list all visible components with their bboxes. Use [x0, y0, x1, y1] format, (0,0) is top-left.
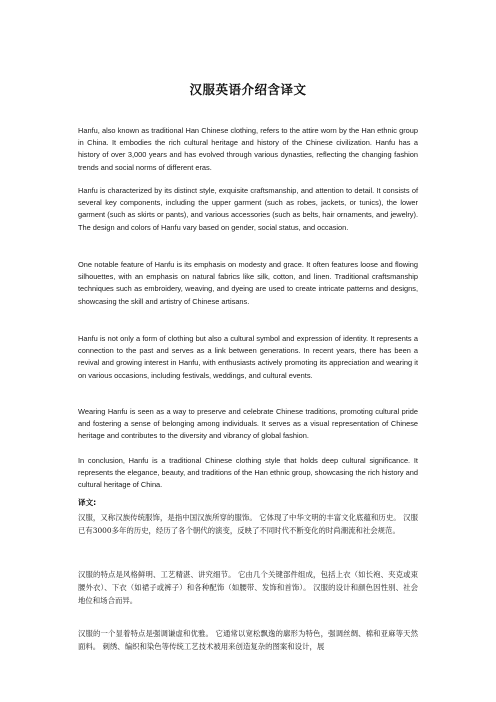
english-paragraph-4: Hanfu is not only a form of clothing but also a cultural symbol and expression of identity. It represents a connection to the past and serves as a link between generations. In recent years, there has been a revival and growing interest in Hanfu, with enthusiasts actively promoting its appreciation and wearing it on various occasions, including festivals, weddings, and cultural events. [78, 334, 418, 380]
chinese-paragraph-1: 汉服，又称汉族传统服饰，是指中国汉族所穿的服饰。 它体现了中华文明的丰富文化底蕴和历史。 汉服已有3000多年的历史，经历了各个朝代的演变，反映了不同时代不断变化的时尚潮流和社会规范。 [78, 513, 418, 536]
english-paragraph-3: One notable feature of Hanfu is its emphasis on modesty and grace. It often features loose and flowing silhouettes, with an emphasis on natural fabrics like silk, cotton, and linen. Traditional craftsmanship techniques such as embroidery, weaving, and dyeing are used to create intricate patterns and designs, showcasing the skill and artistry of Chinese artisans. [78, 260, 418, 306]
english-paragraph-5: Wearing Hanfu is seen as a way to preserve and celebrate Chinese traditions, promoting cultural pride and fostering a sense of belonging among individuals. It serves as a visual representation of Chinese heritage and contributes to the diversity and vibrancy of global fashion. [78, 407, 418, 441]
chinese-paragraph-3: 汉服的一个显着特点是强调谦虚和优雅。 它通常以宽松飘逸的廓形为特色，强调丝绸、棉和亚麻等天然面料。 刺绣、编织和染色等传统工艺技术被用来创造复杂的图案和设计，展 [78, 629, 418, 652]
translation-label: 译文: [78, 498, 97, 507]
english-paragraph-2: Hanfu is characterized by its distinct style, exquisite craftsmanship, and attention to detail. It consists of several key components, including the upper garment (such as robes, jackets, or tunics), the lower garment (such as skirts or pants), and various accessories (such as belts, hair ornaments, and jewelry). The design and colors of Hanfu vary based on gender, social status, and occasion. [78, 186, 418, 232]
chinese-paragraph-2: 汉服的特点是风格鲜明、工艺精湛、讲究细节。 它由几个关键部件组成，包括上衣（如长袍、夹克或束腰外衣）、下衣（如裙子或裤子）和各种配饰（如腰带、发饰和首饰）。 汉服的设计和颜色因性别、社会地位和场合而异。 [78, 570, 418, 606]
english-paragraph-6: In conclusion, Hanfu is a traditional Chinese clothing style that holds deep cultural significance. It represents the elegance, beauty, and traditions of the Han ethnic group, showcasing the rich history and cultural heritage of China. [78, 456, 418, 490]
document-title: 汉服英语介绍含译文 [189, 82, 307, 97]
english-paragraph-1: Hanfu, also known as traditional Han Chinese clothing, refers to the attire worn by the Han ethnic group in China. It embodies the rich cultural heritage and history of the Chinese civilization. Hanfu has a history of over 3,000 years and has evolved through various dynasties, reflecting the changing fashion trends and social norms of different eras. [78, 126, 418, 172]
